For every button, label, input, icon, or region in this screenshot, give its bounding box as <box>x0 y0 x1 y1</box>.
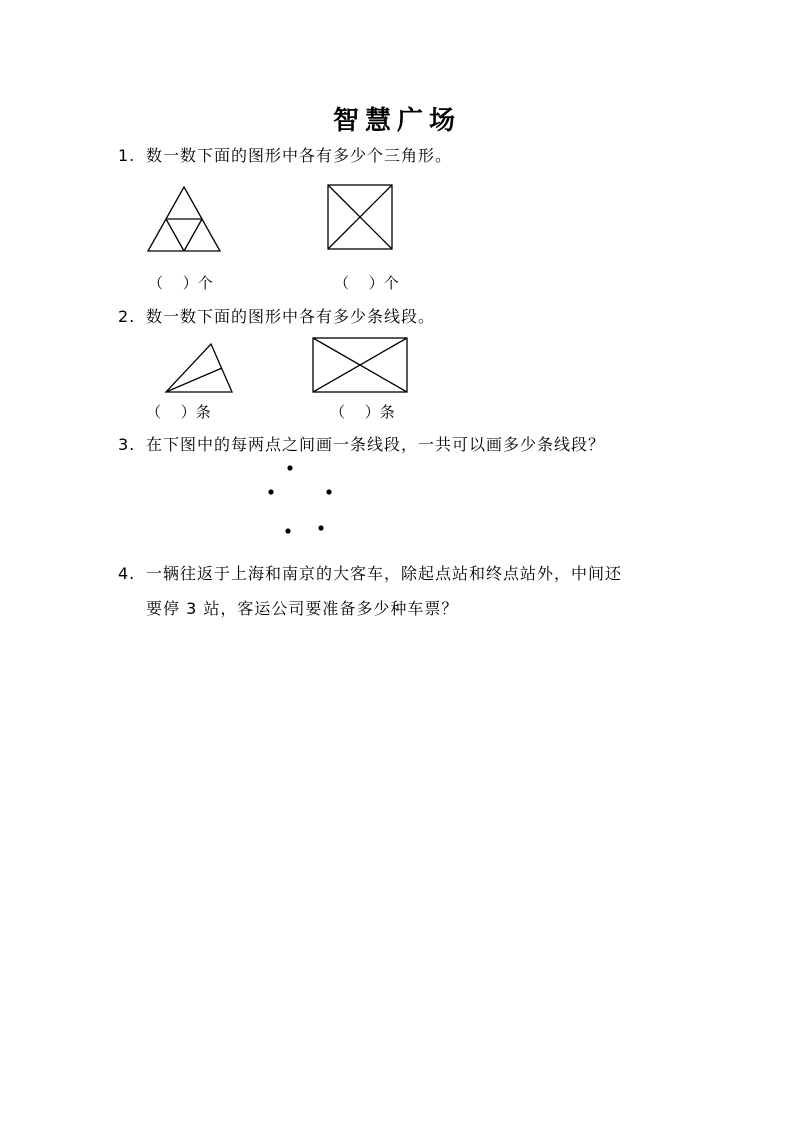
question-2-text: 数一数下面的图形中各有多少条线段。 <box>146 307 436 326</box>
question-3-text: 在下图中的每两点之间画一条线段，一共可以画多少条线段？ <box>146 435 606 454</box>
q2-answer-2: （ ）条 <box>330 403 395 421</box>
question-4-number: 4. <box>118 564 136 583</box>
page-title: 智慧广场 <box>332 106 461 136</box>
q1-answer-1: （ ）个 <box>148 274 213 292</box>
question-3-number: 3. <box>118 435 136 454</box>
question-4 <box>118 563 622 585</box>
question-1 <box>118 145 452 167</box>
square-figure <box>327 184 393 250</box>
dots-figure <box>260 460 340 540</box>
question-2 <box>118 306 435 328</box>
question-1-text: 数一数下面的图形中各有多少个三角形。 <box>146 146 453 165</box>
dot <box>268 489 273 494</box>
dot <box>285 528 290 533</box>
q1-answer-2: （ ）个 <box>334 274 399 292</box>
question-2-number: 2. <box>118 307 136 326</box>
question-4-text-line2: 要停 3 站，客运公司要准备多少种车票？ <box>146 599 459 618</box>
split-triangle-inner-line <box>166 368 222 392</box>
split-triangle-figure <box>165 343 233 393</box>
rectangle-figure <box>312 337 408 393</box>
question-4-text-line1: 一辆往返于上海和南京的大客车，除起点站和终点站外，中间还 <box>146 564 623 583</box>
dot <box>326 489 331 494</box>
triangle-inner-right <box>184 219 202 251</box>
triangle-figure <box>146 186 222 252</box>
triangle-inner-left <box>166 219 184 251</box>
question-3 <box>118 434 605 456</box>
q2-answer-1: （ ）条 <box>146 403 211 421</box>
dot <box>287 465 292 470</box>
split-triangle-outline <box>166 344 232 392</box>
question-1-number: 1. <box>118 146 136 165</box>
dot <box>318 525 323 530</box>
